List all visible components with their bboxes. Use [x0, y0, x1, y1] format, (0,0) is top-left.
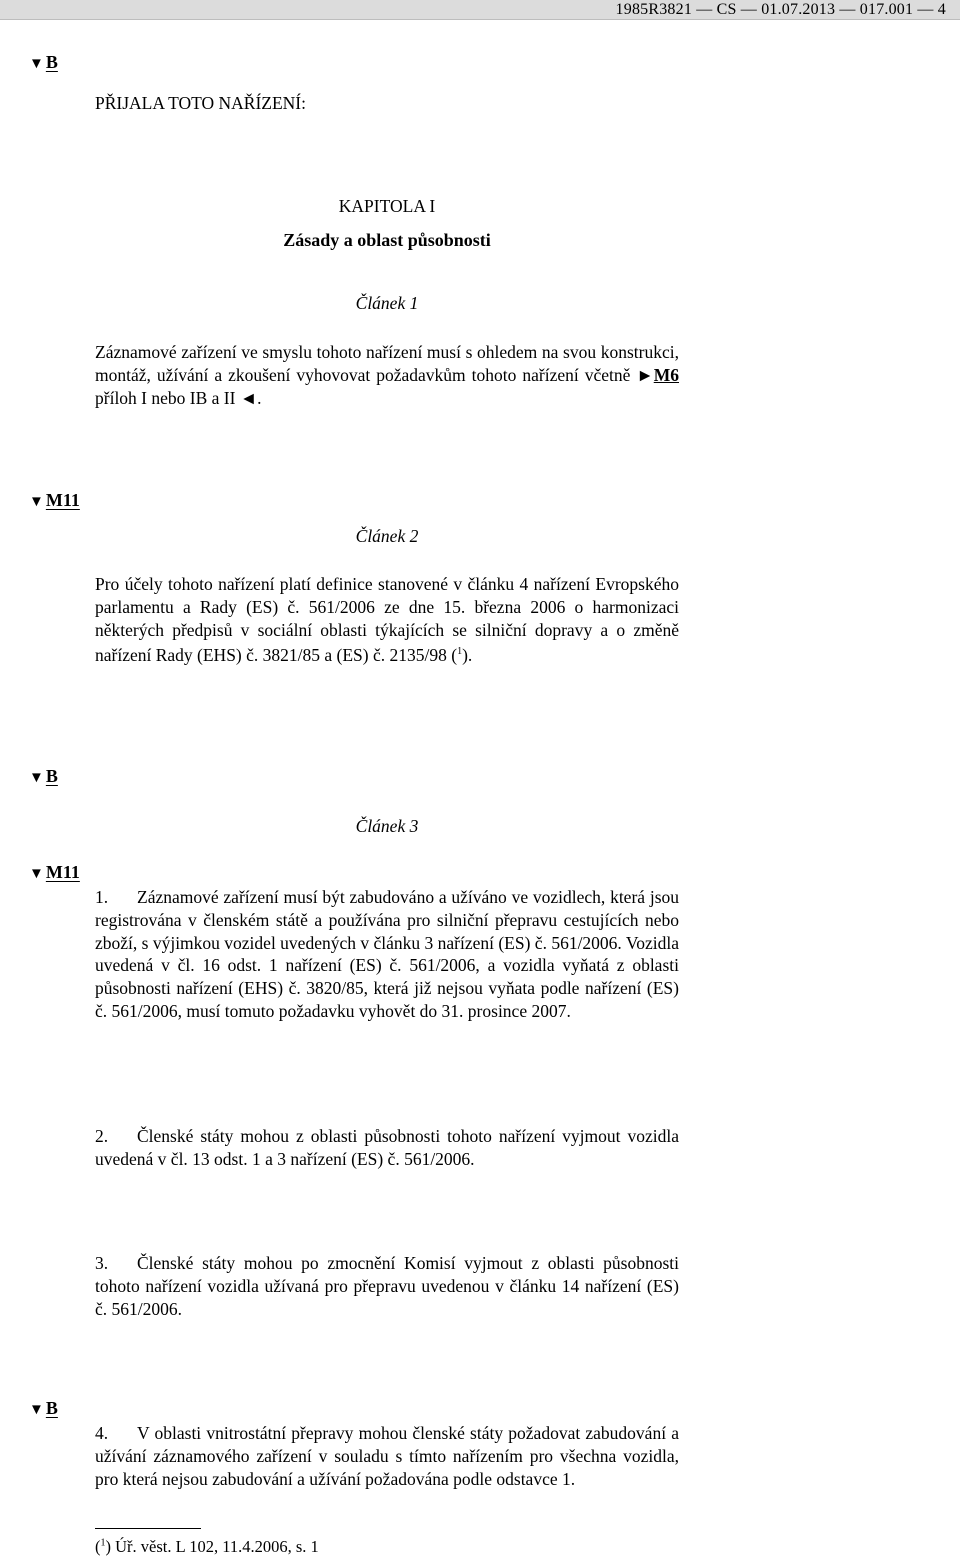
m6-end-arrow: ◄ [239, 387, 258, 408]
header-reference: 1985R3821 — CS — 01.07.2013 — 017.001 — 4 [615, 1, 946, 18]
article-1-heading: Článek 1 [355, 293, 419, 313]
footnote: ($^1$) Úř. věst. L 102, 11.4.2006, s. 1 [95, 1537, 319, 1556]
article-2-heading: Článek 2 [355, 526, 419, 546]
triangle-down-icon: ▼ [29, 494, 44, 510]
article-3-paragraph-3: 3. Členské státy mohou po zmocnění Komisí vyjmout z oblasti působnosti tohoto nařízení vozidla užívaná pro přepravu uvedenou v článku 14 nařízení (ES) č. 561/2006. [95, 1253, 679, 1319]
amendment-marker-b[interactable]: ▼ B [29, 766, 58, 786]
amendment-marker-b[interactable]: ▼ B [29, 52, 58, 72]
article-1-text: Záznamové zařízení ve smyslu tohoto nařízení musí s ohledem na svou konstrukci, montáž, užívání a zkoušení vyhovovat požadavkům tohoto nařízení včetně ►M6 příloh I nebo IB a II ◄. [95, 342, 679, 408]
amendment-marker-m11[interactable]: ▼ M11 [29, 862, 80, 882]
document-header [0, 0, 960, 20]
article-3-paragraph-4: 4. V oblasti vnitrostátní přepravy mohou členské státy požadovat zabudování a užívání záznamového zařízení v souladu s tímto nařízením pro všechna vozidla, pro která nejsou zabudování a užívání požadována podle odstavce 1. [95, 1423, 679, 1489]
amendment-marker-m11[interactable]: ▼ M11 [29, 490, 80, 510]
amendment-marker-b[interactable]: ▼ B [29, 1398, 58, 1418]
triangle-down-icon: ▼ [29, 866, 44, 882]
article-3-paragraph-1: 1. Záznamové zařízení musí být zabudováno a užíváno ve vozidlech, která jsou registrována v členském státě a používána pro silniční přepravu cestujících nebo zboží, s výjimkou vozidel uvedených v článku 3 nařízení (ES) č. 561/2006. Vozidla uvedená v čl. 16 odst. 1 nařízení (ES) č. 561/2006, a vozidla vyňatá z oblasti působnosti nařízení (EHS) č. 3820/85, která již nejsou vyňata podle nařízení (ES) č. 561/2006, musí tomuto požadavku vyhovět do 31. prosince 2007. [95, 887, 680, 1021]
triangle-down-icon: ▼ [29, 770, 44, 786]
triangle-down-icon: ▼ [29, 56, 44, 72]
footnote-separator [95, 1528, 201, 1529]
chapter-label: KAPITOLA I [338, 196, 436, 216]
article-3-paragraph-2: 2. Členské státy mohou z oblasti působnosti tohoto nařízení vyjmout vozidla uvedená v čl. 13 odst. 1 a 3 nařízení (ES) č. 561/2006. [95, 1126, 679, 1169]
chapter-title: Zásady a oblast působnosti [283, 230, 491, 250]
m6-amendment-link[interactable]: M6 [653, 364, 679, 385]
article-2-text: Pro účely tohoto nařízení platí definice stanovené v článku 4 nařízení Evropského parlamentu a Rady (ES) č. 561/2006 ze dne 15. března 2006 o harmonizaci některých předpisů v sociální oblasti týkajících se silniční dopravy a o změně nařízení Rady (EHS) č. 3821/85 a (ES) č. 2135/98 ($^1$). [95, 574, 679, 666]
article-3-heading: Článek 3 [355, 816, 419, 836]
footnote-reference[interactable]: 1 [457, 646, 463, 658]
intro-line: PŘIJALA TOTO NAŘÍZENÍ: [95, 93, 306, 113]
m6-start-arrow: ► [636, 364, 654, 385]
triangle-down-icon: ▼ [29, 1402, 44, 1418]
